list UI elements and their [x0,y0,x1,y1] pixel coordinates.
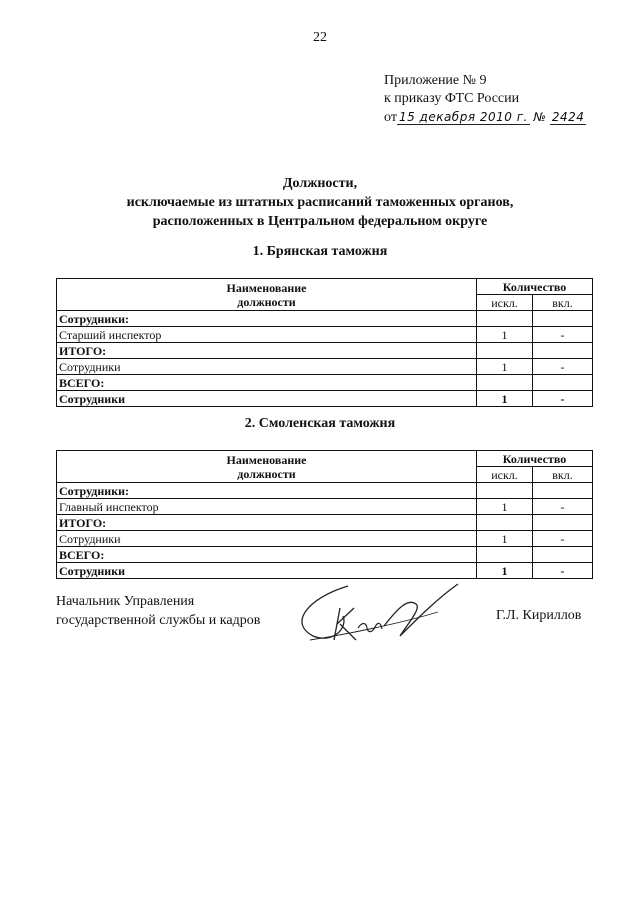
row-incl: - [533,359,593,375]
row-incl: - [533,391,593,407]
header-quantity: Количество [477,279,593,295]
row-excl [477,311,533,327]
row-label: Старший инспектор [57,327,477,343]
appendix-date-line [384,108,586,127]
positions-table-smolensk [56,450,593,579]
header-incl: вкл. [533,467,593,483]
handwritten-signature [288,578,478,648]
row-incl: - [533,531,593,547]
appendix-from-prefix: от [384,110,397,125]
row-label: Главный инспектор [57,499,477,515]
row-label: ВСЕГО: [57,547,477,563]
appendix-number-prefix: № [533,110,547,124]
row-label: Сотрудники [57,359,477,375]
document-title-line2: исключаемые из штатных расписаний таможенных органов, [126,195,514,210]
document-title-line1: Должности, [282,176,358,191]
table-row [57,531,593,547]
appendix-number: 2424 [551,110,585,124]
signatory-position-line2: государственной службы и кадров [56,613,261,628]
table-row [57,311,593,327]
row-incl [533,311,593,327]
table-row [57,327,593,343]
row-incl: - [533,563,593,579]
header-incl: вкл. [533,295,593,311]
row-label: Сотрудники [57,391,477,407]
header-name-line2: должности [237,466,296,481]
row-incl [533,515,593,531]
table-row [57,563,593,579]
row-excl: 1 [477,531,533,547]
header-name-line1: Наименование [226,452,307,467]
table-row [57,483,593,499]
document-title-line3: расположенных в Центральном федеральном округе [152,214,488,229]
row-label: ВСЕГО: [57,375,477,391]
positions-table-bryansk [56,278,593,407]
table-row [57,547,593,563]
row-label: Сотрудники: [57,483,477,499]
signatory-name: Г.Л. Кириллов [496,608,582,623]
row-excl [477,515,533,531]
table-row [57,359,593,375]
row-excl: 1 [477,563,533,579]
table-header-row [57,451,593,467]
row-excl [477,343,533,359]
signatory-position-line1: Начальник Управления [56,594,195,609]
row-incl: - [533,327,593,343]
table-row [57,375,593,391]
row-excl [477,483,533,499]
table-header-row [57,279,593,295]
page-number: 22 [313,30,327,45]
row-incl [533,343,593,359]
section-title-bryansk: 1. Брянская таможня [252,244,388,259]
section-title-smolensk: 2. Смоленская таможня [244,416,396,431]
row-excl: 1 [477,391,533,407]
table-row [57,499,593,515]
header-excl: искл. [477,467,533,483]
row-excl [477,375,533,391]
header-position-name [57,279,477,311]
table-row [57,515,593,531]
table-row [57,343,593,359]
header-name-line1: Наименование [226,280,307,295]
row-incl [533,375,593,391]
document-title [0,174,640,231]
appendix-line2: к приказу ФТС России [384,91,520,106]
header-excl: искл. [477,295,533,311]
table-row [57,391,593,407]
header-position-name [57,451,477,483]
row-excl: 1 [477,499,533,515]
row-incl: - [533,499,593,515]
row-incl [533,483,593,499]
row-excl: 1 [477,327,533,343]
row-label: Сотрудники: [57,311,477,327]
appendix-date: 15 декабря 2010 г. [398,110,528,124]
appendix-line1: Приложение № 9 [384,73,487,88]
signatory-position [56,592,260,630]
row-excl [477,547,533,563]
row-label: ИТОГО: [57,343,477,359]
row-label: Сотрудники [57,531,477,547]
appendix-block [384,72,586,127]
header-name-line2: должности [237,294,296,309]
row-label: Сотрудники [57,563,477,579]
row-incl [533,547,593,563]
row-excl: 1 [477,359,533,375]
header-quantity: Количество [477,451,593,467]
row-label: ИТОГО: [57,515,477,531]
